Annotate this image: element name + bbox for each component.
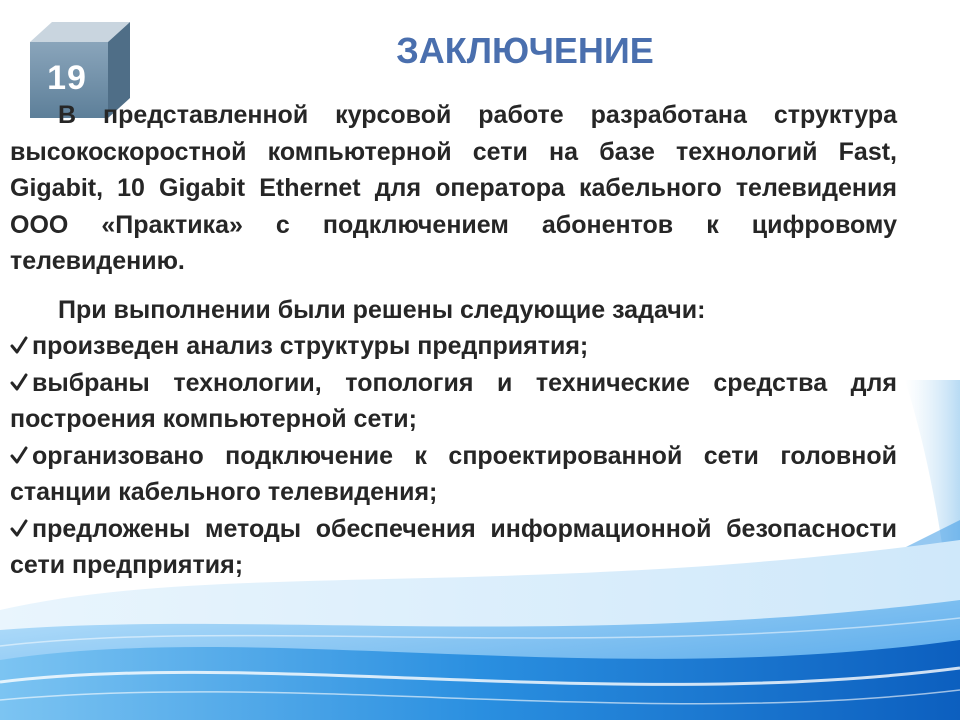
checkmark-icon xyxy=(10,511,32,548)
task-text: выбраны технологии, топология и технические средства для построения компьютерной сети; xyxy=(10,368,897,433)
slide-number: 19 xyxy=(47,59,87,97)
task-item xyxy=(10,511,897,584)
task-text: произведен анализ структуры предприятия; xyxy=(32,332,589,360)
checkmark-icon xyxy=(10,438,32,475)
task-text: предложены методы обеспечения информационной безопасности сети предприятия; xyxy=(10,514,897,579)
task-item xyxy=(10,328,897,365)
summary-paragraph: В представленной курсовой работе разработана структура высокоскоростной компьютерной сети на базе технологий Fast, Gigabit, 10 Gigabit Ethernet для оператора кабельного телевидения ООО «Практика» с подключением абонентов к цифровому телевидению. xyxy=(10,101,897,275)
task-item xyxy=(10,365,897,438)
tasks-intro: При выполнении были решены следующие задачи: xyxy=(58,295,706,324)
slide-title: ЗАКЛЮЧЕНИЕ xyxy=(396,30,654,71)
task-item xyxy=(10,438,897,511)
task-text: организовано подключение к спроектированной сети головной станции кабельного телевидения; xyxy=(10,441,897,506)
checkmark-icon xyxy=(10,365,32,402)
slide-body xyxy=(10,97,897,584)
checkmark-icon xyxy=(10,328,32,365)
